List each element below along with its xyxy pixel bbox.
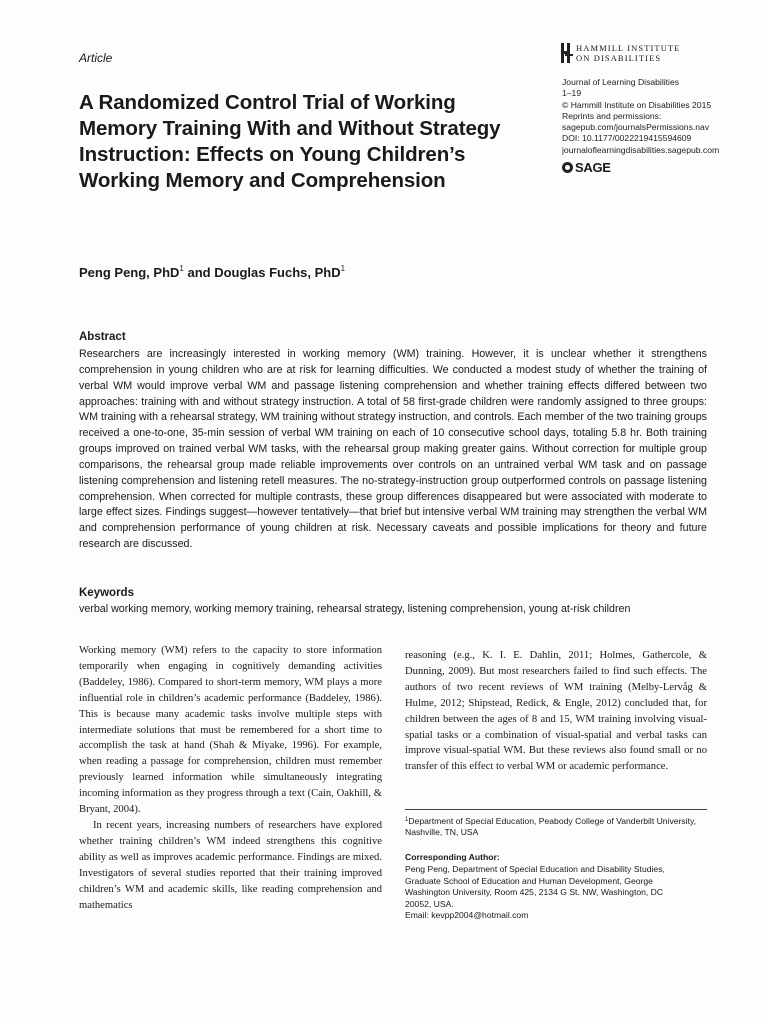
journal-info <box>562 77 719 156</box>
publisher-logo <box>561 43 681 63</box>
author-joiner: and <box>183 265 215 280</box>
corr-line: 20052, USA. <box>405 898 454 909</box>
corr-line: Graduate School of Education and Human Development, George <box>405 875 653 886</box>
abstract-heading: Abstract <box>79 331 126 343</box>
article-type-label: Article <box>79 51 113 65</box>
journal-copyright: © Hammill Institute on Disabilities 2015 <box>562 99 712 110</box>
affiliation-text: Department of Special Education, Peabody College of Vanderbilt University, Nashville, TN, USA <box>405 816 697 838</box>
corresponding-author-heading: Corresponding Author: <box>405 852 500 862</box>
article-title: A Randomized Control Trial of Working Memory Training With and Without Strategy Instruction: Effects on Young Children’s Working Memory and Comprehension <box>79 91 501 192</box>
keywords-text: verbal working memory, working memory training, rehearsal strategy, listening comprehension, young at-risk children <box>79 603 631 615</box>
footnote-divider <box>405 809 707 810</box>
journal-permissions-link[interactable]: sagepub.com/journalsPermissions.nav <box>562 122 710 133</box>
publisher-name-line1: HAMMILL INSTITUTE <box>576 43 681 53</box>
author-2: Douglas Fuchs, PhD <box>214 265 341 280</box>
body-paragraph: Working memory (WM) refers to the capacity to store information temporarily when engaging in cognitively demanding activities (Baddeley, 1986). Compared to short-term memory, WM plays a more influential role in children’s academic performance (Baddeley, 1986). This is because many academic tasks involve multiple steps with intermediate solutions that must be remembered for a short time to accomplish the task at hand (Shah & Miyake, 1996). For example, when reading a passage for comprehension, children must remember previously learned information while simultaneously integrating incoming information as they progress through a text (Cain, Oakhill, & Bryant, 2004). <box>79 645 382 816</box>
sage-logo <box>562 160 611 175</box>
journal-pages: 1–19 <box>562 88 582 99</box>
author-1-affiliation: 1 <box>179 264 184 273</box>
author-affiliation <box>405 815 705 839</box>
sage-icon <box>562 162 573 173</box>
author-1: Peng Peng, PhD <box>79 265 180 280</box>
publisher-name-line2: ON DISABILITIES <box>576 53 662 63</box>
journal-url[interactable]: journaloflearningdisabilities.sagepub.com <box>562 144 720 155</box>
body-paragraph: In recent years, increasing numbers of researchers have explored whether training children’s WM indeed strengthens this cognitive ability as well as improves academic performance. Findings are mixed. Investigators of several studies reported that their training improved children’s WM and academic skills, like reading comprehension and mathematics <box>79 819 382 911</box>
keywords-heading: Keywords <box>79 587 134 599</box>
journal-name: Journal of Learning Disabilities <box>562 77 680 87</box>
body-paragraph: reasoning (e.g., K. I. E. Dahlin, 2011; Holmes, Gathercole, & Dunning, 2009). But most researchers failed to find such effects. The authors of two recent reviews of WM training (Melby-Lervåg & Hulme, 2012; Shipstead, Redick, & Engle, 2012) concluded that, for children between the ages of 8 and 15, WM training involving visual-spatial tasks or a combination of visual-spatial and verbal tasks can improve visual-spatial WM. But these reviews also found small or no transfer of this effect to verbal WM or academic performance. <box>405 650 707 773</box>
body-column-right <box>405 648 707 775</box>
affiliation-marker: 1 <box>405 817 409 823</box>
corr-line: Washington University, Room 425, 2134 G St. NW, Washington, DC <box>405 887 664 897</box>
corr-line: Peng Peng, Department of Special Education and Disability Studies, <box>405 864 665 874</box>
journal-reprints: Reprints and permissions: <box>562 110 662 121</box>
hi-logo-icon <box>561 43 573 63</box>
journal-doi[interactable]: DOI: 10.1177/0022219415594609 <box>562 133 692 144</box>
body-column-left <box>79 643 382 913</box>
author-2-affiliation: 1 <box>340 264 346 273</box>
corr-email[interactable]: Email: kevpp2004@hotmail.com <box>405 910 529 920</box>
sage-label: SAGE <box>575 160 611 175</box>
corresponding-author-details <box>405 864 705 922</box>
abstract-text: Researchers are increasingly interested in working memory (WM) training. However, it is unclear whether it strengthens comprehension in young children who are at risk for learning difficulties. We conducted a modest study of whether the training of verbal WM would improve verbal WM and passage listening comprehension and whether training effects differed between two approaches: training with and without strategy instruction. A total of 58 first-grade children were randomly assigned to three groups: WM training with a rehearsal strategy, WM training without strategy instruction, and controls. Each member of the two training groups received a one-to-one, 35-min session of verbal WM training on each of 10 consecutive school days, totaling 5.8 hr. Both training groups improved on trained verbal WM tasks, with the rehearsal group making greater gains. Without correction for multiple group comparisons, the rehearsal group made reliable improvements over controls on an untrained verbal WM task and on passage listening comprehension and listening retell measures. The no-strategy-instruction group outperformed controls on passage listening comprehension. When corrected for multiple contrasts, these group differences disappeared but were associated with moderate to large effect sizes. Findings suggest—however tentatively—that brief but intensive verbal WM training may strengthen the verbal WM and comprehension performance of young children at risk. Necessary caveats and possible implications for theory and future research are discussed. <box>79 348 707 551</box>
author-line <box>79 264 345 280</box>
